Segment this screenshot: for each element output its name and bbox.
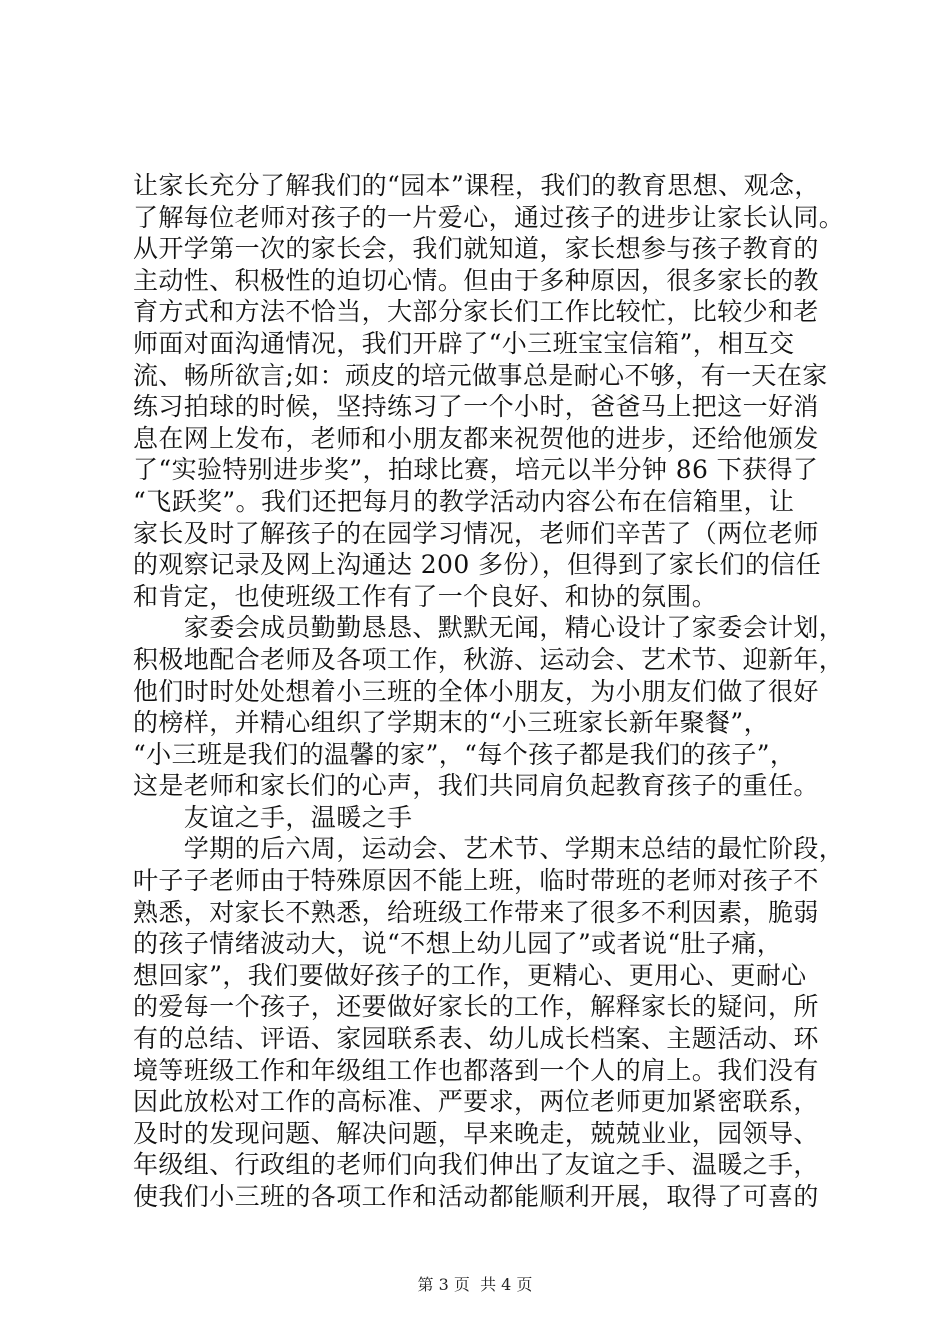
text-line: 家委会成员勤勤恳恳、默默无闻，精心设计了家委会计划，: [133, 613, 845, 643]
text-line: 有的总结、评语、家园联系表、幼儿成长档案、主题活动、环: [133, 1024, 819, 1054]
text-line: “小三班是我们的温馨的家”，“每个孩子都是我们的孩子”，: [133, 739, 796, 769]
text-line: 了解每位老师对孩子的一片爱心，通过孩子的进步让家长认同。: [133, 202, 845, 232]
text-line: 年级组、行政组的老师们向我们伸出了友谊之手、温暖之手，: [133, 1150, 819, 1180]
section-heading: 友谊之手，温暖之手: [133, 802, 413, 832]
text-line: 和肯定，也使班级工作有了一个良好、和协的氛围。: [133, 581, 718, 611]
text-line: 从开学第一次的家长会，我们就知道，家长想参与孩子教育的: [133, 234, 819, 264]
page-number-footer: 第 3 页 共 4 页: [417, 1275, 533, 1294]
text-line: “飞跃奖”。我们还把每月的教学活动内容公布在信箱里，让: [133, 486, 795, 516]
text-line: 这是老师和家长们的心声，我们共同肩负起教育孩子的重任。: [133, 771, 819, 801]
text-line: 的观察记录及网上沟通达 200 多份），但得到了家长们的信任: [133, 550, 822, 580]
text-line: 的爱每一个孩子，还要做好家长的工作，解释家长的疑问，所: [133, 992, 819, 1022]
text-line: 主动性、积极性的迫切心情。但由于多种原因，很多家长的教: [133, 265, 819, 295]
text-line: 师面对面沟通情况，我们开辟了“小三班宝宝信箱”，相互交: [133, 328, 795, 358]
text-line: 熟悉，对家长不熟悉，给班级工作带来了很多不利因素，脆弱: [133, 897, 819, 927]
text-line: 育方式和方法不恰当，大部分家长们工作比较忙，比较少和老: [133, 297, 819, 327]
text-line: 因此放松对工作的高标准、严要求，两位老师更加紧密联系，: [133, 1087, 819, 1117]
text-line: 流、畅所欲言;如：顽皮的培元做事总是耐心不够，有一天在家: [133, 360, 828, 390]
text-line: 的榜样，并精心组织了学期末的“小三班家长新年聚餐”，: [133, 708, 769, 738]
text-line: 他们时时处处想着小三班的全体小朋友，为小朋友们做了很好: [133, 676, 819, 706]
text-line: 想回家”，我们要做好孩子的工作，更精心、更用心、更耐心: [133, 960, 807, 990]
text-line: 境等班级工作和年级组工作也都落到一个人的肩上。我们没有: [133, 1055, 819, 1085]
text-line: 家长及时了解孩子的在园学习情况，老师们辛苦了（两位老师: [133, 518, 819, 548]
text-line: 积极地配合老师及各项工作，秋游、运动会、艺术节、迎新年，: [133, 644, 845, 674]
text-line: 的孩子情绪波动大，说“不想上幼儿园了”或者说“肚子痛，: [133, 929, 783, 959]
text-line: 及时的发现问题、解决问题，早来晚走，兢兢业业，园领导、: [133, 1118, 819, 1148]
text-line: 叶子子老师由于特殊原因不能上班，临时带班的老师对孩子不: [133, 866, 819, 896]
text-line: 了“实验特别进步奖”，拍球比赛，培元以半分钟 86 下获得了: [133, 455, 819, 485]
text-line: 使我们小三班的各项工作和活动都能顺利开展，取得了可喜的: [133, 1182, 819, 1211]
text-line: 学期的后六周，运动会、艺术节、学期末总结的最忙阶段，: [133, 834, 845, 864]
text-line: 练习拍球的时候，坚持练习了一个小时，爸爸马上把这一好消: [133, 392, 819, 422]
text-line: 息在网上发布，老师和小朋友都来祝贺他的进步，还给他颁发: [133, 423, 819, 453]
body-text: [133, 170, 845, 1213]
text-line: 让家长充分了解我们的“园本”课程，我们的教育思想、观念，: [133, 171, 820, 200]
